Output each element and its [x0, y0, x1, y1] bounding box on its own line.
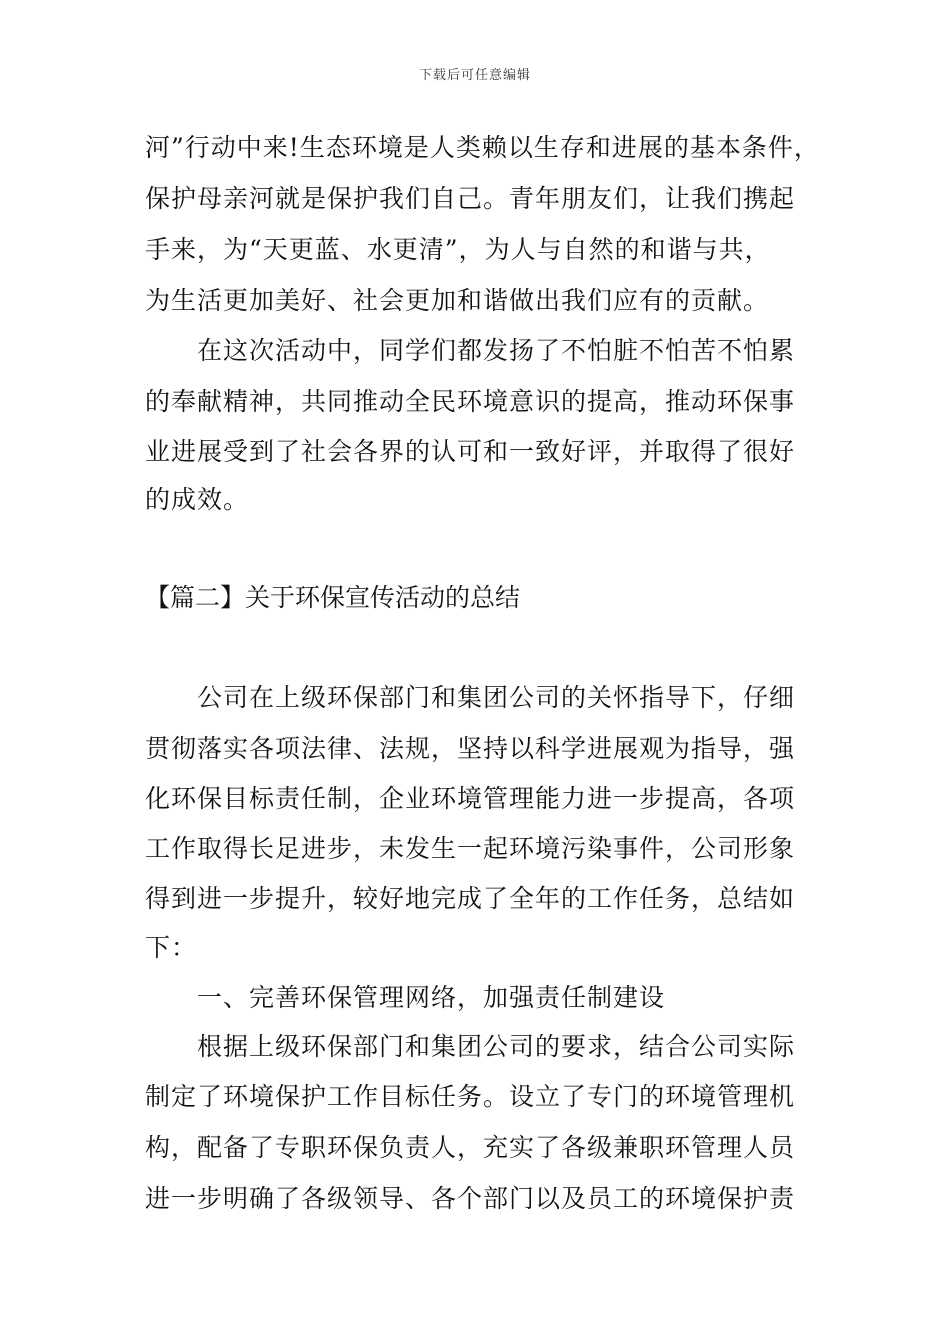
paragraph-line: 手来，为“天更蓝、水更清”，为人与自然的和谐与共， — [145, 235, 771, 264]
paragraph-line: 构，配备了专职环保负责人，充实了各级兼职环管理人员 — [145, 1133, 796, 1162]
paragraph-line: 根据上级环保部门和集团公司的要求，结合公司实际 — [197, 1032, 796, 1061]
paragraph-line: 贯彻落实各项法律、法规，坚持以科学进展观为指导，强 — [145, 734, 796, 763]
paragraph-line: 保护母亲河就是保护我们自己。青年朋友们，让我们携起 — [145, 184, 796, 213]
paragraph-line: 公司在上级环保部门和集团公司的关怀指导下，仔细 — [197, 683, 796, 712]
section-title: 【篇二】关于环保宣传活动的总结 — [145, 583, 521, 612]
paragraph-line: 在这次活动中，同学们都发扬了不怕脏不怕苦不怕累 — [197, 336, 796, 365]
paragraph-line: 制定了环境保护工作目标任务。设立了专门的环境管理机 — [145, 1082, 796, 1111]
paragraph-line: 进一步明确了各级领导、各个部门以及员工的环境保护责 — [145, 1184, 796, 1213]
paragraph-line: 工作取得长足进步，未发生一起环境污染事件，公司形象 — [145, 834, 796, 863]
paragraph-line: 得到进一步提升，较好地完成了全年的工作任务，总结如 — [145, 884, 796, 913]
paragraph-line: 河”行动中来!生态环境是人类赖以生存和进展的基本条件， — [145, 133, 820, 162]
subheading: 一、完善环保管理网络，加强责任制建设 — [197, 983, 666, 1012]
paragraph-line: 化环保目标责任制，企业环境管理能力进一步提高，各项 — [145, 784, 796, 813]
page-header: 下载后可任意编辑 — [418, 68, 531, 83]
paragraph-line: 的奉献精神，共同推动全民环境意识的提高，推动环保事 — [145, 387, 796, 416]
paragraph-line: 的成效。 — [145, 485, 250, 514]
paragraph-line: 为生活更加美好、社会更加和谐做出我们应有的贡献。 — [145, 286, 770, 315]
paragraph-line: 业进展受到了社会各界的认可和一致好评，并取得了很好 — [145, 437, 796, 466]
paragraph-line: 下： — [145, 933, 198, 962]
